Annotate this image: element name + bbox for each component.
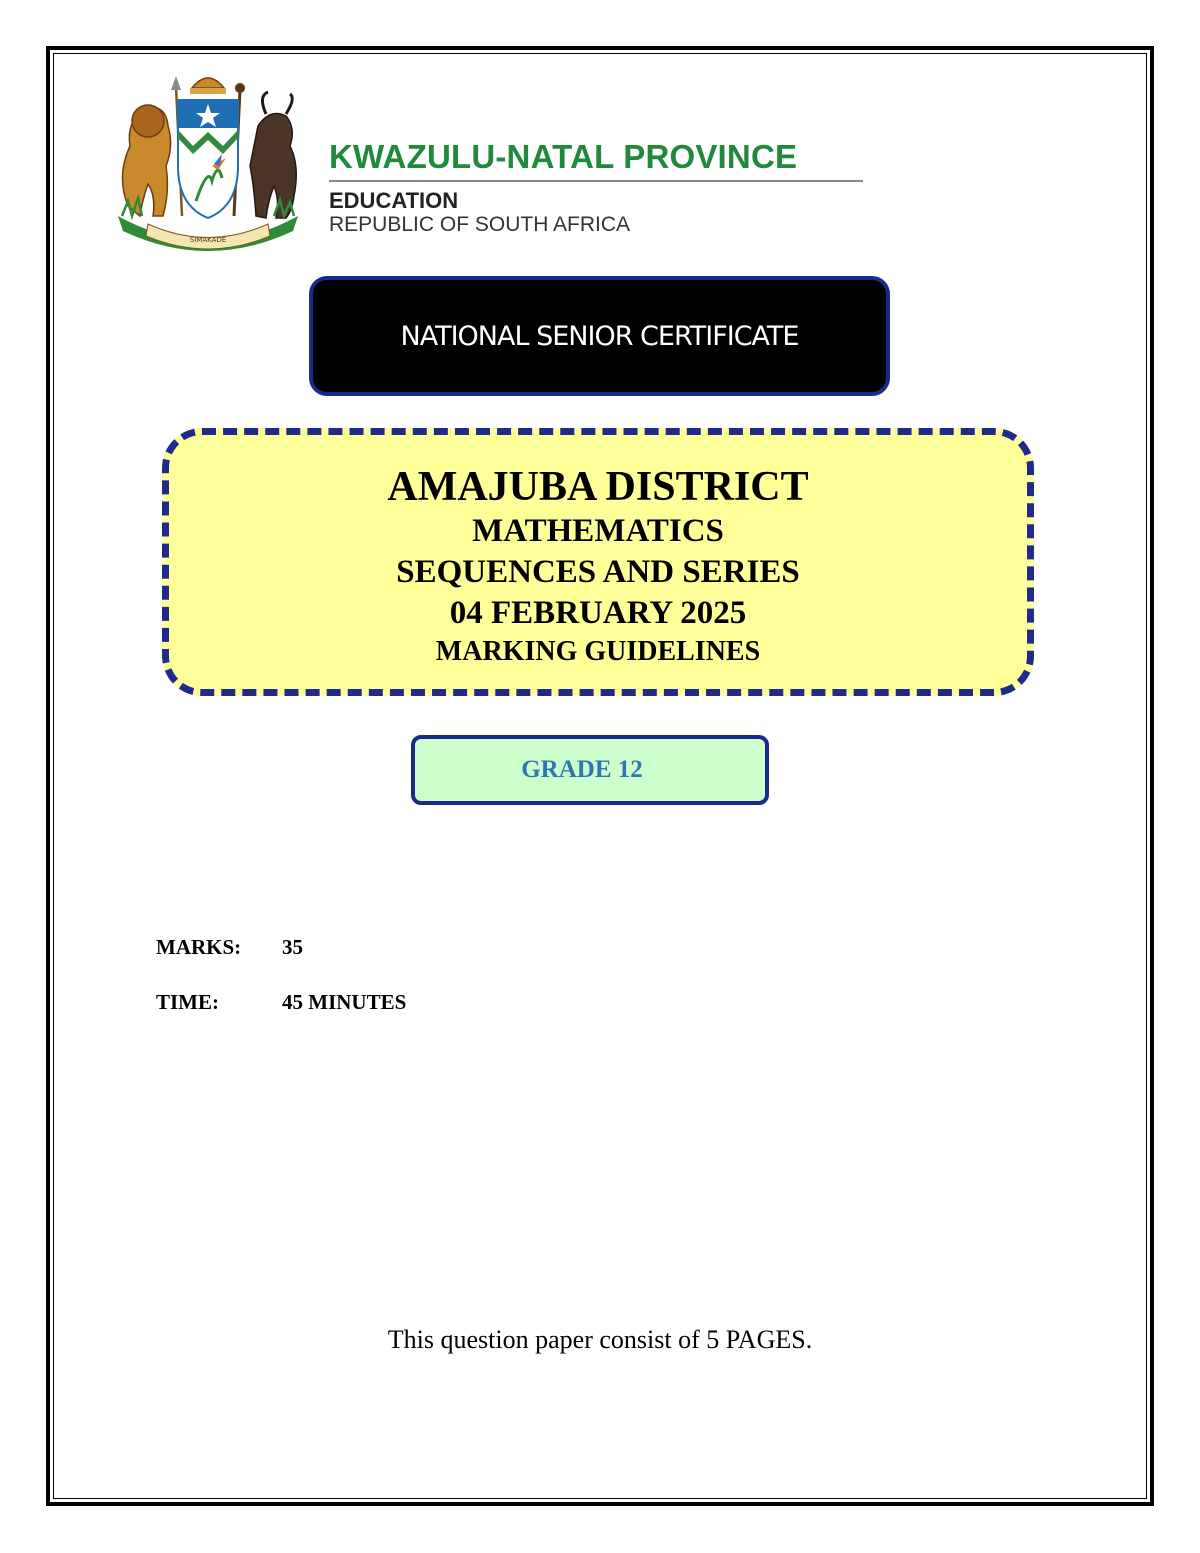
grade-box: [411, 735, 769, 805]
topic-title: SEQUENCES AND SERIES: [396, 554, 800, 590]
time-label: TIME:: [156, 990, 219, 1014]
title-box: [162, 428, 1034, 696]
country-label: REPUBLIC OF SOUTH AFRICA: [329, 213, 631, 236]
certificate-banner: [309, 276, 890, 396]
province-title: KWAZULU-NATAL PROVINCE: [329, 138, 798, 175]
department-label: EDUCATION: [329, 188, 459, 213]
exam-date: 04 FEBRUARY 2025: [449, 595, 747, 631]
page-count-note: This question paper consist of 5 PAGES.: [387, 1325, 813, 1354]
coat-of-arms-icon: [108, 66, 308, 258]
document-type: MARKING GUIDELINES: [435, 636, 761, 667]
district-title: AMAJUBA DISTRICT: [387, 464, 809, 510]
marks-label: MARKS:: [156, 935, 242, 959]
time-value: 45 MINUTES: [282, 990, 407, 1014]
grade-label: GRADE 12: [521, 756, 643, 783]
marks-value: 35: [282, 935, 303, 959]
header-divider: [329, 180, 863, 182]
subject-title: MATHEMATICS: [472, 513, 724, 549]
certificate-title: NATIONAL SENIOR CERTIFICATE: [400, 320, 799, 352]
crest-motto: SIMAKADE: [189, 236, 227, 244]
